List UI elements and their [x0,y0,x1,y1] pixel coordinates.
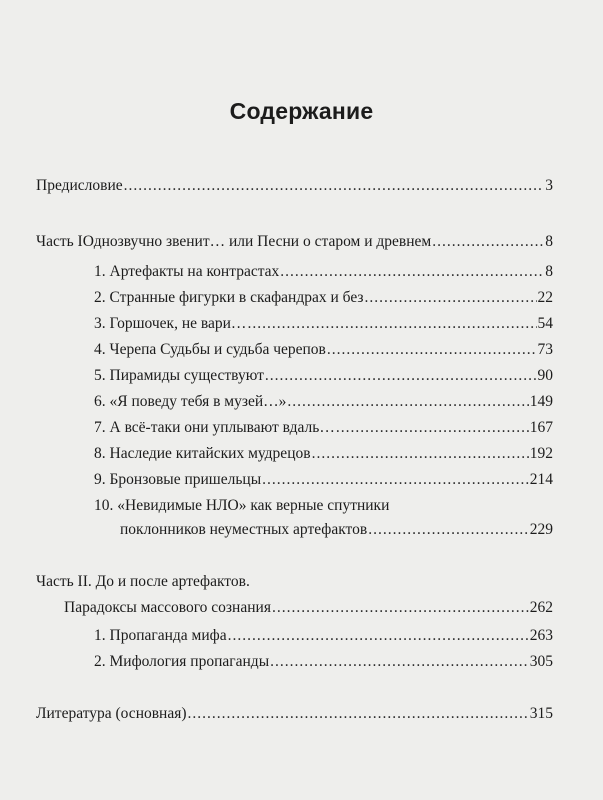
toc-leader [228,626,529,646]
toc-leader [124,176,545,196]
toc-page-number: 315 [529,705,553,722]
toc-leader [188,704,529,724]
toc-entry-chapter [94,418,553,438]
toc-page-number: 262 [529,599,553,616]
toc-page-number: 305 [529,653,553,670]
toc-entry-text: Часть IОднозвучно звенит… или Песни о старом и древнем [36,233,432,250]
toc-entry-chapter [94,288,553,308]
toc-entry-text: 2. Странные фигурки в скафандрах и без [94,289,364,306]
toc-page-number: 54 [537,315,553,332]
toc-entry-part-2 [64,598,553,618]
toc-leader [280,262,544,282]
toc-entry-chapter [94,652,553,672]
toc-leader [365,288,537,308]
toc-leader [327,340,537,360]
toc-entry-chapter [94,470,553,490]
toc-entry-chapter [94,314,553,334]
toc-page-number: 73 [537,341,553,358]
toc-leader [287,392,528,412]
toc-entry-text: 6. «Я поведу тебя в музей…» [94,393,287,410]
toc-entry-chapter [94,262,553,282]
toc-entry-text: 1. Пропаганда мифа [94,627,227,644]
toc-page-number: 90 [537,367,553,384]
toc-entry-text-continued: поклонников неуместных артефактов [120,521,368,538]
toc-leader [312,444,529,464]
toc-leader [262,470,529,490]
toc-entry-text: 2. Мифология пропаганды [94,653,270,670]
toc-entry-text: Предисловие [36,177,123,194]
toc-leader [247,314,536,334]
toc-leader [432,232,544,252]
toc-entry-chapter [94,626,553,646]
toc-page-number: 8 [545,233,553,250]
toc-entry-text: 7. А всё-таки они уплывают вдаль… [94,419,335,436]
toc-entry-part-1 [36,232,553,252]
toc-entry-chapter [94,366,553,386]
toc-entry-text: 9. Бронзовые пришельцы [94,471,262,488]
toc-entry-text: 1. Артефакты на контрастах [94,263,280,280]
toc-entry-text: Литература (основная) [36,705,187,722]
toc-leader [270,652,529,672]
toc-entry-text: 4. Черепа Судьбы и судьба черепов [94,341,326,358]
toc-page-number: 22 [537,289,553,306]
toc-page-number: 3 [545,177,553,194]
toc-entry-chapter [94,444,553,464]
toc-page-number: 192 [529,445,553,462]
toc-entry-chapter [120,520,553,540]
toc-entry-preface [36,176,553,196]
toc-entry-text: 3. Горшочек, не вари… [94,315,247,332]
toc-entry-chapter [94,340,553,360]
toc-page-number: 263 [529,627,553,644]
page-title: Содержание [229,98,374,124]
toc-entry-text: Часть II. До и после артефактов. [36,573,250,590]
toc-entry-text: 5. Пирамиды существуют [94,367,264,384]
toc-entry-chapter [94,392,553,412]
toc-leader [265,366,537,386]
toc-page-number: 149 [529,393,553,410]
toc-page-number: 214 [529,471,553,488]
toc-entry-text: 8. Наследие китайских мудрецов [94,445,311,462]
toc-page-number: 167 [529,419,553,436]
toc-leader [368,520,529,540]
toc-entry-literature [36,704,553,724]
toc-page-number: 229 [529,521,553,538]
toc-entry-text: 10. «Невидимые НЛО» как верные спутники [94,497,390,514]
toc-entry-text-continued: Парадоксы массового сознания [64,599,271,616]
toc-leader [272,598,529,618]
toc-leader [336,418,529,438]
toc-page-number: 8 [545,263,553,280]
